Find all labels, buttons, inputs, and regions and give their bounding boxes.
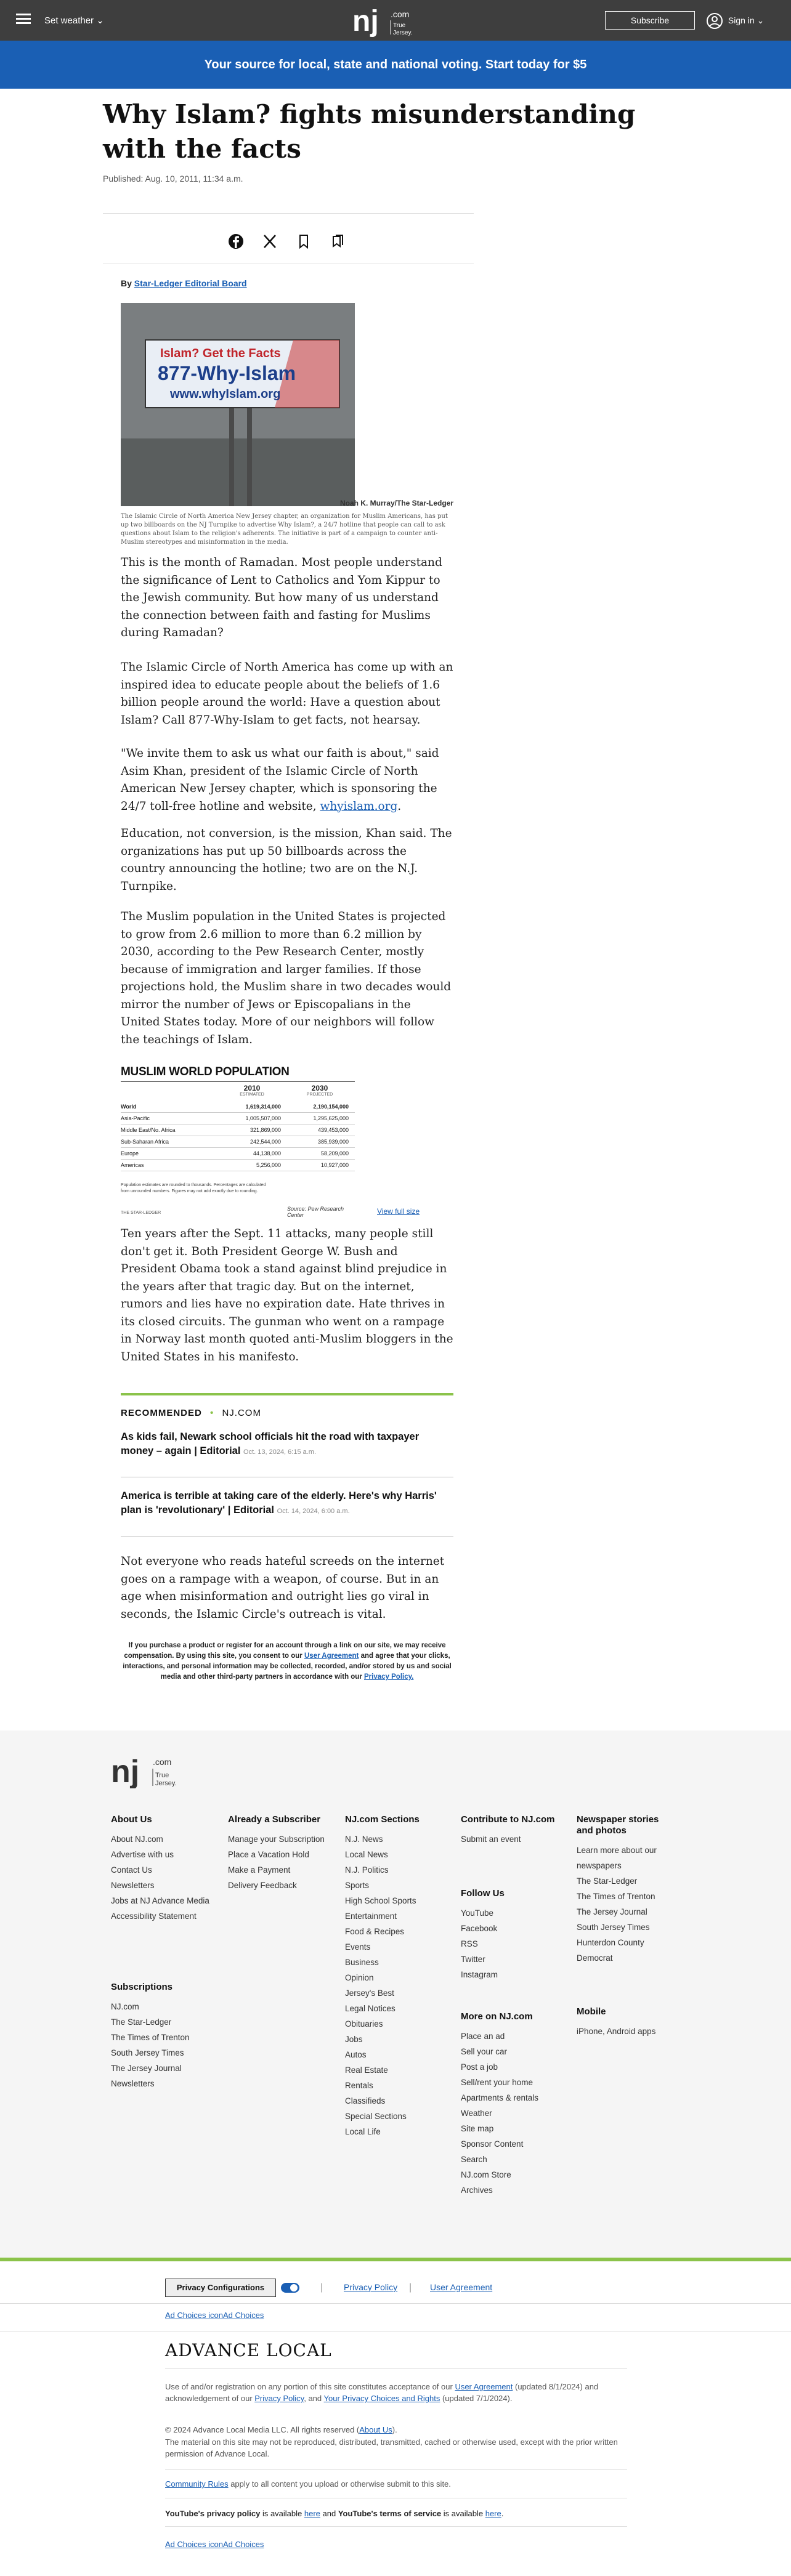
divider <box>0 2303 791 2304</box>
table-cell-2010: 1,005,507,000 <box>245 1115 281 1121</box>
footer-link[interactable]: RSS <box>461 1939 478 1948</box>
paragraph-text: "We invite them to ask us what our faith is about," said Asim Khan, president of the Islamic Circle of North American New Jersey chapter, which is sponsoring the 24/7 toll-free hotline and website, <box>121 747 439 813</box>
footer-link[interactable]: Archives <box>461 2186 493 2195</box>
footer-link[interactable]: Sell/rent your home <box>461 2078 533 2087</box>
top-navigation-bar <box>0 0 791 41</box>
facebook-share-icon[interactable] <box>225 230 247 252</box>
disclaimer-text: If you purchase a product or register for an account through a link on our site, we may receive compensation. By using this site, you consent to our <box>124 1642 446 1660</box>
recommended-item-date: Oct. 13, 2024, 6:15 a.m. <box>243 1448 317 1456</box>
ad-choices-link[interactable]: Ad Choices iconAd Choices <box>165 2540 264 2549</box>
nj-logo[interactable] <box>352 4 439 37</box>
hamburger-menu-icon[interactable] <box>16 14 31 25</box>
published-date: Published: Aug. 10, 2011, 11:34 a.m. <box>103 174 243 184</box>
logo-tagline-2: Jersey. <box>393 30 413 36</box>
footer-column <box>461 1814 559 1847</box>
table-cell-region: Asia-Pacific <box>121 1115 150 1121</box>
about-us-link[interactable]: About Us <box>359 2425 392 2434</box>
byline <box>121 278 247 288</box>
table-row <box>121 1113 355 1124</box>
legal-text: © 2024 Advance Local Media LLC. All rights reserved ( <box>165 2425 360 2434</box>
table-cell-region: Middle East/No. Africa <box>121 1127 176 1133</box>
footer-link[interactable]: NJ.com <box>111 2002 139 2011</box>
user-agreement-legal-link[interactable]: User Agreement <box>455 2382 513 2391</box>
table-cell-2030: 58,209,000 <box>320 1150 349 1157</box>
table-cell-region: Europe <box>121 1150 139 1157</box>
article-paragraph <box>121 745 453 815</box>
legal-text: and <box>320 2509 338 2518</box>
table-row <box>121 1136 355 1148</box>
bookmark-icon[interactable] <box>293 230 315 252</box>
footer-column <box>577 2006 675 2039</box>
legal-text: is available <box>441 2509 485 2518</box>
footer-link[interactable]: Autos <box>345 2050 367 2059</box>
youtube-privacy-here-link[interactable]: here <box>304 2509 320 2518</box>
photo-credit: Noah K. Murray/The Star-Ledger <box>339 499 453 507</box>
table-footnote: Population estimates are rounded to thousands. Percentages are calculated from unrounded numbers. Figures may not add exactly due to rounding. <box>121 1183 266 1193</box>
footer-link[interactable]: Sponsor Content <box>461 2139 524 2149</box>
recommended-item-title: As kids fail, Newark school officials hit the road with taxpayer money – again | Editorial <box>121 1431 420 1456</box>
table-cell-region: World <box>121 1104 137 1110</box>
footer-column-title: Mobile <box>577 2006 606 2017</box>
youtube-policy-text <box>165 2508 627 2519</box>
legal-agreement-text <box>165 2381 627 2404</box>
byline-author-link[interactable]: Star-Ledger Editorial Board <box>134 278 247 288</box>
footer-column-title: Newspaper stories and photos <box>577 1814 659 1836</box>
recommended-item[interactable] <box>121 1489 453 1519</box>
footer-column-title: About Us <box>111 1814 152 1825</box>
legal-text: ). <box>392 2425 397 2434</box>
weather-selector[interactable] <box>44 15 104 26</box>
recommended-header: RECOMMENDED • NJ.COM <box>121 1408 261 1418</box>
footer-link[interactable]: Sports <box>345 1881 370 1890</box>
footer-link[interactable]: Post a job <box>461 2062 498 2072</box>
footer-link[interactable]: Jobs <box>345 2035 363 2044</box>
legal-text: (updated 7/1/2024). <box>440 2394 513 2403</box>
table-publisher: THE STAR-LEDGER <box>121 1211 161 1215</box>
whyislam-link[interactable]: whyislam.org <box>320 799 398 813</box>
footer-link[interactable]: iPhone, Android apps <box>577 2027 656 2036</box>
table-cell-2010: 5,256,000 <box>256 1162 281 1168</box>
table-row <box>121 1160 355 1171</box>
footer-link[interactable]: Local Life <box>345 2127 381 2136</box>
footer-link[interactable]: Delivery Feedback <box>228 1881 297 1890</box>
article-title: Why Islam? fights misunderstanding with the facts <box>103 99 636 164</box>
footer-link[interactable]: Weather <box>461 2109 492 2118</box>
privacy-policy-legal-link[interactable]: Privacy Policy <box>254 2394 304 2403</box>
privacy-configurations-button[interactable]: Privacy Configurations <box>165 2279 276 2297</box>
privacy-toggle-icon[interactable] <box>281 2283 299 2293</box>
footer-link[interactable]: Newsletters <box>111 1881 155 1890</box>
legal-text: , and <box>304 2394 324 2403</box>
footer-link[interactable]: The Jersey Journal <box>577 1907 647 1916</box>
legal-text: Use of and/or registration on any portion of this site constitutes acceptance of our <box>165 2382 455 2391</box>
chevron-down-icon: ⌄ <box>757 15 765 25</box>
footer-link[interactable]: Real Estate <box>345 2065 388 2075</box>
footer-column <box>577 1814 675 1966</box>
legal-text: is available <box>260 2509 304 2518</box>
logo-tagline-1: True <box>393 22 406 29</box>
reproduction-text: The material on this site may not be reproduced, distributed, transmitted, cached or otherwise used, except with the prior written permission of Advance Local. <box>165 2437 618 2458</box>
sign-in-label: Sign in <box>728 15 755 25</box>
table-source: Source: Pew Research Center <box>287 1206 344 1218</box>
footer-link[interactable]: Accessibility Statement <box>111 1912 197 1921</box>
table-cell-region: Americas <box>121 1162 144 1168</box>
footer-link[interactable]: Obituaries <box>345 2019 383 2029</box>
footer-link[interactable]: Twitter <box>461 1955 485 1964</box>
table-row <box>121 1124 355 1136</box>
year-header-2030: 2030 <box>311 1084 328 1092</box>
advance-local-logo[interactable]: ADVANCE LOCAL <box>165 2340 332 2360</box>
population-table-image[interactable] <box>121 1065 355 1219</box>
table-row <box>121 1148 355 1160</box>
footer-link[interactable]: Legal Notices <box>345 2004 396 2013</box>
recommended-item-date: Oct. 14, 2024, 6:00 a.m. <box>277 1508 350 1515</box>
footer-link[interactable]: Entertainment <box>345 1912 397 1921</box>
article-photo[interactable] <box>121 303 355 506</box>
footer-column <box>461 2011 559 2198</box>
footer-column-title: Already a Subscriber <box>228 1814 321 1825</box>
subscribe-button[interactable]: Subscribe <box>605 11 695 30</box>
table-cell-2030: 385,939,000 <box>317 1139 349 1145</box>
footer-link[interactable]: Opinion <box>345 1973 374 1982</box>
privacy-policy-footer-link[interactable]: Privacy Policy <box>344 2282 398 2292</box>
recommended-item[interactable] <box>121 1430 453 1460</box>
privacy-choices-link[interactable]: Your Privacy Choices and Rights <box>323 2394 440 2403</box>
footer-link[interactable]: Local News <box>345 1850 388 1859</box>
legal-text: . <box>501 2509 504 2518</box>
sub-header-projected: PROJECTED <box>306 1092 333 1097</box>
footer-link[interactable]: Business <box>345 1958 379 1967</box>
footer-link[interactable]: YouTube <box>461 1908 494 1918</box>
footer-link[interactable]: Manage your Subscription <box>228 1835 325 1844</box>
footer-column-title: Follow Us <box>461 1888 505 1899</box>
footer-link[interactable]: The Times of Trenton <box>111 2033 190 2042</box>
user-agreement-footer-link[interactable]: User Agreement <box>430 2282 493 2292</box>
community-rules-link[interactable]: Community Rules <box>165 2479 229 2489</box>
footer-link[interactable]: Sell your car <box>461 2047 508 2056</box>
footer-link[interactable]: South Jersey Times <box>111 2048 184 2057</box>
table-cell-2010: 242,544,000 <box>249 1139 281 1145</box>
separator: | <box>409 2282 412 2293</box>
table-cell-2030: 10,927,000 <box>320 1162 349 1168</box>
article-paragraph: Not everyone who reads hateful screeds on the internet goes on a rampage with a weapon, of course. But in an age when misinformation and outright lies go viral in seconds, the Islamic Circle's outreach is vital. <box>121 1555 445 1621</box>
copyright-text <box>165 2424 627 2436</box>
footer-logo-tagline-2: Jersey. <box>155 1780 177 1787</box>
footer-link[interactable]: Search <box>461 2155 487 2164</box>
article-paragraph: The Muslim population in the United States is projected to grow from 2.6 million to more than 6.2 million by 2030, according to the Pew Research Center, mostly because of immigration and larger families. If those projections hold, the Muslim share in two decades would mirror the number of Jews or Episcopalians in the United States today. More of our neighbors will follow the teachings of Islam. <box>121 910 452 1046</box>
ad-choices-link[interactable]: Ad Choices iconAd Choices <box>165 2311 264 2320</box>
gift-article-icon[interactable] <box>327 230 349 252</box>
footer-link[interactable]: Advertise with us <box>111 1850 174 1859</box>
footer-link[interactable]: Place an ad <box>461 2032 505 2041</box>
footer-logo[interactable] <box>111 1753 191 1788</box>
chevron-down-icon: ⌄ <box>96 15 104 26</box>
promo-banner[interactable]: Your source for local, state and national voting. Start today for $5 <box>0 41 791 89</box>
legal-text: apply to all content you upload or otherwise submit to this site. <box>228 2479 451 2489</box>
billboard-line-1: Islam? Get the Facts <box>160 347 281 360</box>
footer-link[interactable]: Site map <box>461 2124 494 2133</box>
footer-column <box>228 1814 327 1893</box>
x-share-icon[interactable] <box>259 230 281 252</box>
byline-prefix: By <box>121 278 134 288</box>
footer-link[interactable]: Jobs at NJ Advance Media <box>111 1896 209 1905</box>
year-header-2010: 2010 <box>243 1084 261 1092</box>
table-row <box>121 1101 355 1113</box>
footer-link[interactable]: Place a Vacation Hold <box>228 1850 309 1859</box>
legal-text: YouTube's terms of service <box>338 2509 442 2518</box>
table-cell-region: Sub-Saharan Africa <box>121 1139 169 1145</box>
footer-link[interactable]: Instagram <box>461 1970 498 1979</box>
photo-caption: The Islamic Circle of North America New Jersey chapter, an organization for Muslim Americans, has put up two billboards on the NJ Turnpike to advertise Why Islam?, a 24/7 hotline that people can call to ask questions about Islam to the religion's adherents. The initiative is part of a campaign to counter anti-Muslim stereotypes and misinformation in the media. <box>121 513 448 546</box>
separator: | <box>320 2282 323 2293</box>
footer-column <box>345 1814 444 2139</box>
legal-text: (updated 8/1/2024) and acknowledgement of our <box>165 2382 599 2403</box>
footer-link[interactable]: South Jersey Times <box>577 1923 650 1932</box>
footer-link[interactable]: Food & Recipes <box>345 1927 405 1936</box>
table-cell-2030: 1,295,625,000 <box>313 1115 349 1121</box>
recommended-label: RECOMMENDED <box>121 1408 202 1418</box>
footer-link[interactable]: The Times of Trenton <box>577 1892 655 1901</box>
user-agreement-link[interactable]: User Agreement <box>304 1652 359 1660</box>
sub-header-estimated: ESTIMATED <box>240 1092 264 1097</box>
footer-link[interactable]: Jersey's Best <box>345 1989 394 1998</box>
affiliate-disclaimer <box>121 1641 453 1682</box>
footer-column-title: NJ.com Sections <box>345 1814 420 1825</box>
footer-link[interactable]: N.J. Politics <box>345 1865 389 1875</box>
footer-link[interactable]: Rentals <box>345 2081 373 2090</box>
logo-dotcom-text: .com <box>391 9 410 19</box>
footer-link[interactable]: The Star-Ledger <box>111 2017 172 2027</box>
article-paragraph: Education, not conversion, is the mission, Khan said. The organizations has put up 50 billboards across the country announcing the hotline; two are on the N.J. Turnpike. <box>121 827 452 893</box>
footer-link[interactable]: Events <box>345 1942 371 1952</box>
legal-text: YouTube's privacy policy <box>165 2509 261 2518</box>
billboard-line-3: www.whyIslam.org <box>170 387 281 401</box>
footer-column-title: More on NJ.com <box>461 2011 533 2022</box>
divider <box>165 2368 627 2369</box>
footer-link[interactable]: NJ.com Store <box>461 2170 511 2179</box>
youtube-terms-here-link[interactable]: here <box>485 2509 501 2518</box>
table-cell-2010: 1,619,314,000 <box>245 1104 281 1110</box>
user-account-icon <box>706 12 723 30</box>
community-rules-text <box>165 2478 627 2490</box>
table-title: MUSLIM WORLD POPULATION <box>121 1065 290 1078</box>
article-paragraph: Ten years after the Sept. 11 attacks, many people still don't get it. Both President George W. Bush and President Obama took a stand against blind prejudice in the years after that tragic day. But on the internet, rumors and lies have no expiration date. Hate thrives in its closed circuits. The gunman who went on a rampage in Norway last month quoted anti-Muslim bloggers in the United States in his manifesto. <box>121 1227 453 1363</box>
divider <box>165 2469 627 2470</box>
footer-link[interactable]: Newsletters <box>111 2079 155 2088</box>
footer-column-title: Contribute to NJ.com <box>461 1814 555 1825</box>
footer-link[interactable]: The Jersey Journal <box>111 2064 182 2073</box>
footer-accent-bar <box>0 2258 791 2261</box>
table-cell-2010: 44,138,000 <box>253 1150 281 1157</box>
view-full-size-link[interactable]: View full size <box>377 1207 420 1216</box>
paragraph-suffix: . <box>397 799 402 813</box>
footer-link[interactable]: Apartments & rentals <box>461 2093 539 2102</box>
logo-main-text: nj <box>352 5 379 37</box>
footer-link[interactable]: Special Sections <box>345 2112 407 2121</box>
footer-link[interactable]: Learn more about our newspapers <box>577 1846 657 1870</box>
weather-label: Set weather <box>44 15 94 26</box>
footer-link[interactable]: Make a Payment <box>228 1865 291 1875</box>
footer-link[interactable]: Submit an event <box>461 1835 521 1844</box>
footer-link[interactable]: Contact Us <box>111 1865 152 1875</box>
billboard-line-2: 877-Why-Islam <box>158 362 296 384</box>
recommended-accent-bar <box>121 1393 453 1395</box>
footer-column <box>111 1814 209 1924</box>
recommended-item-title: America is terrible at taking care of the elderly. Here's why Harris' plan is 'revolutionary' | Editorial <box>121 1490 437 1516</box>
sign-in-button[interactable] <box>706 10 774 30</box>
table-cell-2030: 439,453,000 <box>317 1127 349 1133</box>
footer-logo-main: nj <box>111 1754 140 1788</box>
footer-link[interactable]: Hunterdon County Democrat <box>577 1938 644 1963</box>
table-cell-2030: 2,190,154,000 <box>313 1104 349 1110</box>
footer-link[interactable]: About NJ.com <box>111 1835 163 1844</box>
article-paragraph: The Islamic Circle of North America has come up with an inspired idea to educate people about the beliefs of 1.6 billion people around the world: Have a question about Islam? Call 877-Why-Islam to get facts, not hearsay. <box>121 661 453 727</box>
table-rows <box>121 1101 355 1171</box>
footer-column <box>111 1982 209 2091</box>
footer-link[interactable]: Facebook <box>461 1924 498 1933</box>
footer-logo-dotcom: .com <box>153 1757 172 1767</box>
footer-link[interactable]: N.J. News <box>345 1835 383 1844</box>
privacy-policy-link[interactable]: Privacy Policy. <box>364 1673 414 1681</box>
recommended-source: NJ.COM <box>222 1408 261 1418</box>
disclaimer-text: and agree that your clicks, interactions, and personal information may be collected, recorded, and/or stored by us and social media and other third-party partners in accordance with our <box>123 1652 452 1681</box>
footer-logo-tagline-1: True <box>155 1772 169 1779</box>
divider <box>103 213 474 214</box>
divider <box>165 2526 627 2527</box>
footer-link[interactable]: High School Sports <box>345 1896 416 1905</box>
article-paragraph: This is the month of Ramadan. Most people understand the significance of Lent to Catholics and Yom Kippur to the Jewish community. But how many of us understand the connection between faith and fasting for Muslims during Ramadan? <box>121 556 442 639</box>
table-cell-2010: 321,869,000 <box>249 1127 281 1133</box>
footer-column <box>461 1888 559 1982</box>
footer-link[interactable]: The Star-Ledger <box>577 1876 638 1886</box>
footer-link[interactable]: Classifieds <box>345 2096 386 2106</box>
privacy-row <box>165 2279 658 2298</box>
footer-column-title: Subscriptions <box>111 1982 173 1992</box>
